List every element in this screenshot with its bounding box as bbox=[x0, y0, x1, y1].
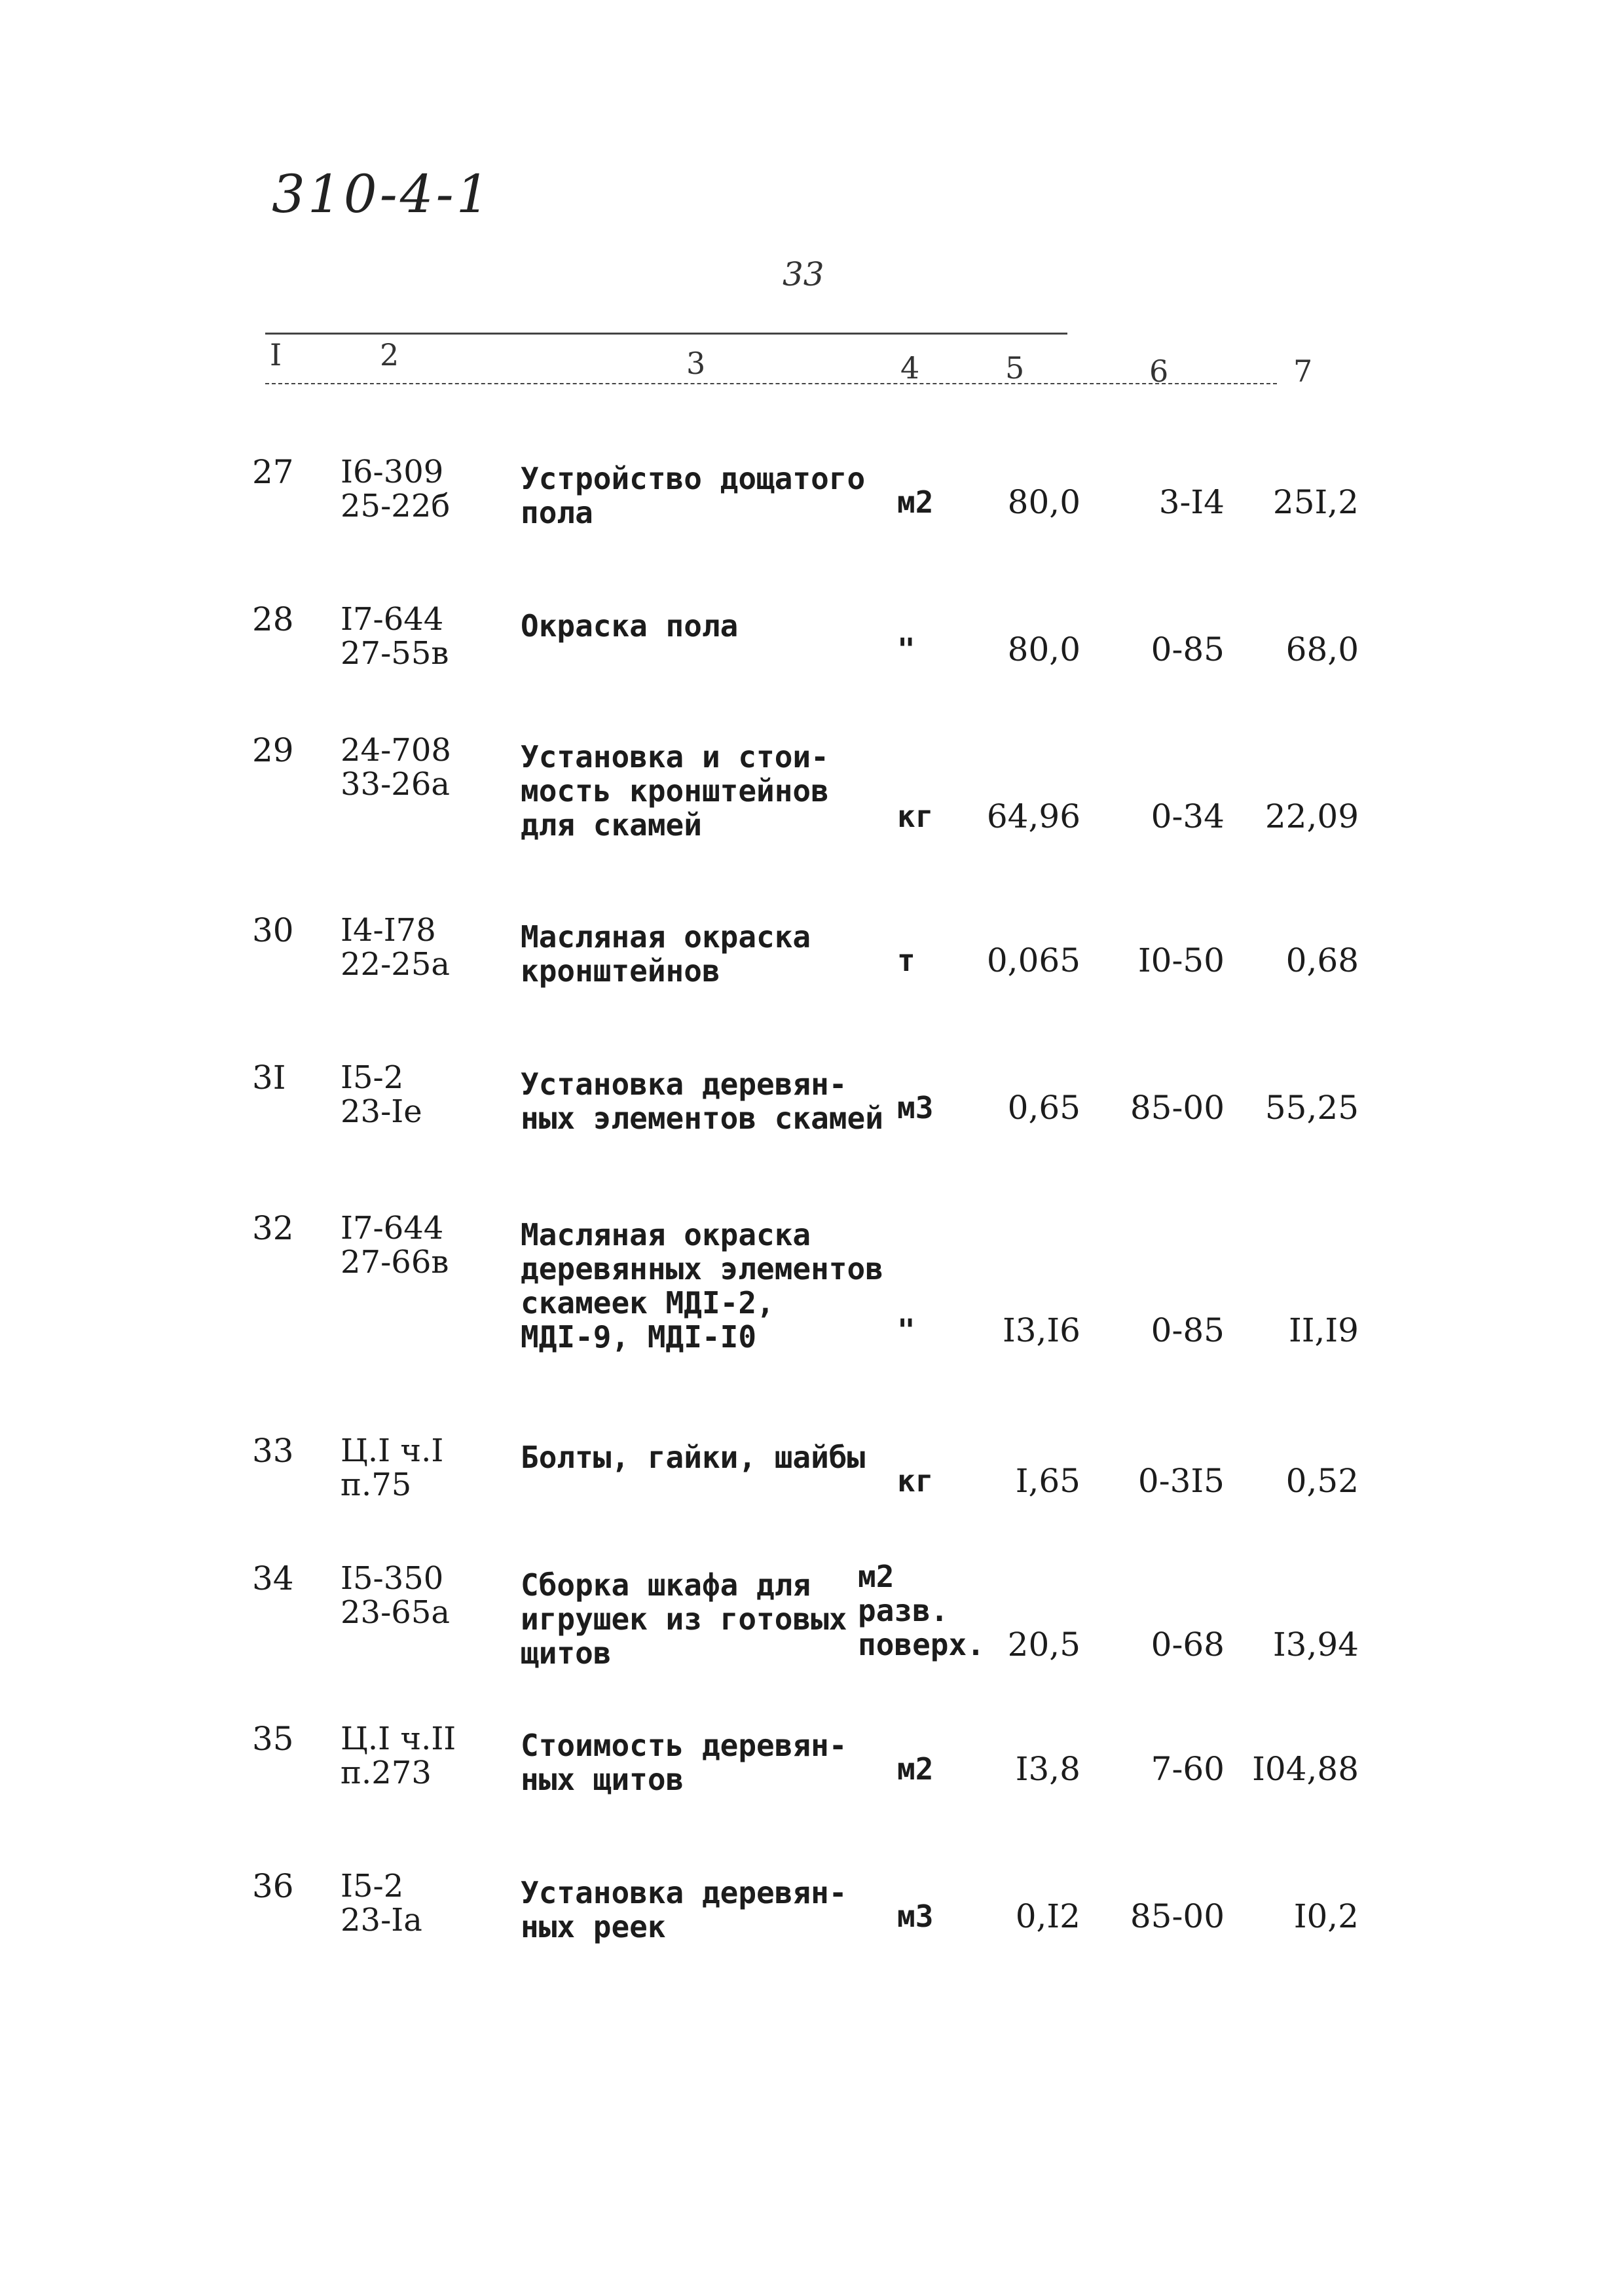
unit-price: 0-85 bbox=[1151, 1311, 1225, 1349]
unit-line: м2 bbox=[897, 484, 934, 520]
total-cost: 25I,2 bbox=[1272, 483, 1359, 521]
row-number: 30 bbox=[252, 911, 294, 949]
row-number: 32 bbox=[252, 1209, 294, 1247]
reference-code-line: 27-66в bbox=[341, 1244, 449, 1281]
work-description-line: Установка и стои- bbox=[521, 739, 829, 774]
quantity: 80,0 bbox=[1007, 483, 1080, 521]
unit-line: м2 bbox=[897, 1751, 934, 1787]
reference-code-line: 27-55в bbox=[341, 635, 449, 672]
quantity: 64,96 bbox=[986, 797, 1080, 835]
work-description-line: Сборка шкафа для bbox=[521, 1567, 811, 1603]
unit-line: поверх. bbox=[858, 1627, 985, 1662]
work-description-line: ных реек bbox=[521, 1909, 666, 1944]
header-bottom-rule bbox=[265, 383, 1277, 384]
header-top-rule bbox=[265, 333, 1067, 335]
row-number: 29 bbox=[252, 731, 294, 769]
row-number: 27 bbox=[252, 453, 294, 491]
reference-code-line: I7-644 bbox=[341, 1210, 444, 1247]
quantity: 20,5 bbox=[1007, 1626, 1080, 1664]
work-description-line: Масляная окраска bbox=[521, 1217, 811, 1252]
unit-price: 0-3I5 bbox=[1137, 1462, 1225, 1500]
unit-price: 3-I4 bbox=[1158, 483, 1225, 521]
unit-line: м2 bbox=[858, 1559, 895, 1594]
work-description-line: Установка деревян- bbox=[521, 1066, 847, 1102]
column-header-2: 2 bbox=[380, 337, 399, 373]
row-number: 35 bbox=[252, 1720, 294, 1758]
unit-price: 0-68 bbox=[1151, 1626, 1225, 1664]
unit-price: 7-60 bbox=[1151, 1750, 1225, 1788]
reference-code-line: Ц.I ч.I bbox=[341, 1432, 444, 1469]
reference-code-line: 24-708 bbox=[341, 732, 451, 769]
work-description-line: Стоимость деревян- bbox=[521, 1728, 847, 1763]
work-description-line: скамеек МДI-2, bbox=[521, 1285, 775, 1321]
column-header-4: 4 bbox=[900, 350, 920, 386]
reference-code-line: I7-644 bbox=[341, 601, 444, 638]
column-header-7: 7 bbox=[1293, 354, 1313, 389]
work-description-line: Устройство дощатого bbox=[521, 461, 866, 496]
unit-line: т bbox=[897, 943, 915, 978]
work-description-line: кронштейнов bbox=[521, 953, 720, 989]
work-description-line: деревянных элементов bbox=[521, 1251, 883, 1286]
quantity: 0,65 bbox=[1007, 1089, 1080, 1127]
total-cost: I0,2 bbox=[1293, 1897, 1359, 1935]
unit-line: м3 bbox=[897, 1090, 934, 1125]
total-cost: 55,25 bbox=[1264, 1089, 1359, 1127]
reference-code-line: 23-Iе bbox=[341, 1093, 422, 1130]
row-number: 36 bbox=[252, 1867, 294, 1905]
unit-line: м3 bbox=[897, 1899, 934, 1934]
row-number: 33 bbox=[252, 1432, 294, 1470]
reference-code-line: п.273 bbox=[341, 1755, 432, 1791]
total-cost: I3,94 bbox=[1272, 1626, 1359, 1664]
reference-code-line: I6-309 bbox=[341, 454, 444, 490]
quantity: I,65 bbox=[1015, 1462, 1080, 1500]
work-description-line: МДI-9, МДI-I0 bbox=[521, 1319, 757, 1355]
reference-code-line: I5-2 bbox=[341, 1059, 404, 1096]
unit-price: 85-00 bbox=[1130, 1089, 1225, 1127]
reference-code-line: I5-350 bbox=[341, 1560, 444, 1597]
total-cost: II,I9 bbox=[1289, 1311, 1359, 1349]
reference-code-line: Ц.I ч.II bbox=[341, 1721, 456, 1757]
quantity: 0,065 bbox=[986, 941, 1080, 979]
unit-price: I0-50 bbox=[1137, 941, 1225, 979]
work-description-line: Окраска пола bbox=[521, 608, 739, 644]
work-description-line: Масляная окраска bbox=[521, 919, 811, 955]
unit-price: 0-85 bbox=[1151, 630, 1225, 668]
total-cost: 68,0 bbox=[1285, 630, 1359, 668]
unit-line: кг bbox=[897, 1463, 934, 1499]
page-number: 33 bbox=[783, 255, 824, 293]
column-header-6: 6 bbox=[1149, 354, 1169, 389]
document-code: 310-4-1 bbox=[272, 164, 492, 225]
unit-line: кг bbox=[897, 799, 934, 834]
work-description-line: щитов bbox=[521, 1635, 612, 1671]
reference-code-line: 23-Iа bbox=[341, 1902, 422, 1939]
unit-price: 0-34 bbox=[1151, 797, 1225, 835]
total-cost: I04,88 bbox=[1252, 1750, 1359, 1788]
work-description-line: мость кронштейнов bbox=[521, 773, 829, 809]
work-description-line: пола bbox=[521, 495, 593, 530]
reference-code-line: п.75 bbox=[341, 1467, 412, 1503]
work-description-line: Установка деревян- bbox=[521, 1875, 847, 1910]
reference-code-line: I4-I78 bbox=[341, 912, 436, 949]
row-number: 3I bbox=[252, 1059, 286, 1097]
row-number: 34 bbox=[252, 1559, 294, 1597]
work-description-line: игрушек из готовых bbox=[521, 1601, 847, 1637]
reference-code-line: 33-26а bbox=[341, 766, 450, 803]
reference-code-line: 23-65а bbox=[341, 1594, 450, 1631]
total-cost: 22,09 bbox=[1264, 797, 1359, 835]
column-header-5: 5 bbox=[1005, 350, 1025, 386]
unit-price: 85-00 bbox=[1130, 1897, 1225, 1935]
work-description-line: для скамей bbox=[521, 807, 702, 843]
unit-line: " bbox=[897, 632, 915, 667]
reference-code-line: I5-2 bbox=[341, 1868, 404, 1904]
reference-code-line: 25-22б bbox=[341, 488, 451, 524]
unit-line: разв. bbox=[858, 1593, 949, 1628]
quantity: I3,8 bbox=[1015, 1750, 1080, 1788]
column-header-1: I bbox=[270, 337, 282, 373]
unit-line: " bbox=[897, 1313, 915, 1348]
reference-code-line: 22-25а bbox=[341, 946, 450, 983]
quantity: I3,I6 bbox=[1002, 1311, 1080, 1349]
quantity: 80,0 bbox=[1007, 630, 1080, 668]
work-description-line: ных щитов bbox=[521, 1762, 684, 1797]
column-header-3: 3 bbox=[686, 346, 706, 381]
quantity: 0,I2 bbox=[1015, 1897, 1080, 1935]
work-description-line: ных элементов скамей bbox=[521, 1101, 883, 1136]
total-cost: 0,68 bbox=[1285, 941, 1359, 979]
work-description-line: Болты, гайки, шайбы bbox=[521, 1440, 866, 1475]
total-cost: 0,52 bbox=[1285, 1462, 1359, 1500]
row-number: 28 bbox=[252, 600, 294, 638]
